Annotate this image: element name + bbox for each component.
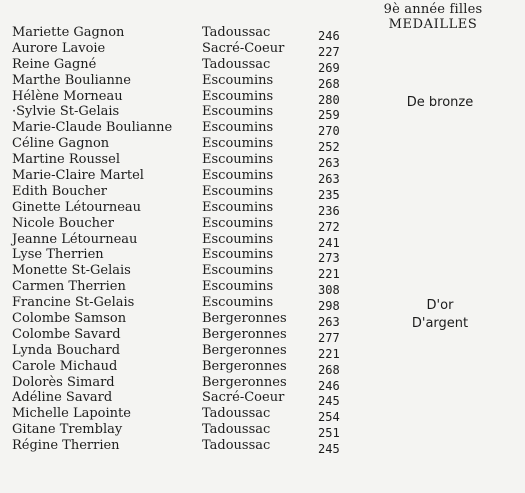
competitor-name: Colombe Samson	[12, 311, 127, 327]
competitor-name: Céline Gagnon	[12, 136, 110, 152]
competitor-name: Colombe Savard	[12, 326, 121, 342]
competitor-score: 268	[318, 76, 340, 91]
competitor-name: Jeanne Létourneau	[12, 231, 138, 247]
medals-heading: MEDAILLES	[388, 17, 478, 32]
competitor-town: Escoumins	[202, 88, 274, 104]
competitor-name: Reine Gagné	[12, 56, 97, 72]
competitor-town: Escoumins	[202, 247, 274, 263]
list-item	[0, 152, 360, 171]
list-item	[0, 422, 360, 441]
list-item	[0, 263, 360, 282]
list-item	[0, 311, 360, 330]
competitor-town: Bergeronnes	[202, 374, 287, 390]
list-item	[0, 343, 360, 359]
competitor-name: Dolorès Simard	[12, 374, 115, 390]
competitor-name: Francine St-Gelais	[12, 295, 135, 311]
competitor-town: Escoumins	[202, 120, 274, 136]
competitor-name: Régine Therrien	[12, 438, 120, 454]
competitor-town: Escoumins	[202, 279, 274, 295]
competitor-town: Escoumins	[202, 215, 274, 231]
competitor-town: Escoumins	[202, 136, 274, 152]
competitor-name: Aurore Lavoie	[12, 40, 106, 56]
competitor-score: 280	[318, 92, 340, 107]
competitor-score: 227	[318, 44, 340, 59]
list-item	[0, 57, 360, 73]
competitor-score: 246	[318, 29, 340, 43]
list-item	[0, 216, 360, 232]
competitor-town: Tadoussac	[202, 25, 271, 40]
competitor-score: 221	[318, 346, 340, 361]
list-item	[0, 168, 360, 187]
competitor-town: Escoumins	[202, 263, 274, 279]
competitor-score: 263	[318, 172, 340, 187]
competitor-score: 251	[318, 426, 340, 441]
competitor-town: Escoumins	[202, 72, 274, 88]
medal-silver-label: D'argent	[411, 316, 469, 331]
competitor-town: Escoumins	[202, 152, 274, 168]
medal-bronze-label: De bronze	[406, 95, 474, 110]
competitor-score: 235	[318, 187, 340, 202]
competitor-name: Marthe Boulianne	[12, 72, 131, 88]
list-item	[0, 438, 360, 457]
competitor-score: 273	[318, 251, 340, 266]
competitor-name: Monette St-Gelais	[12, 263, 131, 279]
list-item	[0, 232, 360, 248]
competitor-score: 268	[318, 362, 340, 377]
competitor-town: Bergeronnes	[202, 342, 287, 358]
list-item	[0, 279, 360, 298]
competitor-town: Tadoussac	[202, 422, 271, 438]
competitor-name: Edith Boucher	[12, 183, 108, 199]
competitor-town: Escoumins	[202, 295, 274, 311]
competitor-town: Bergeronnes	[202, 326, 287, 342]
competitor-score: 277	[318, 330, 340, 345]
list-item	[0, 25, 360, 41]
competitor-score: 259	[318, 108, 340, 123]
competitor-score: 308	[318, 283, 340, 298]
grade-label: 9è année filles	[383, 2, 483, 17]
competitor-score: 263	[318, 156, 340, 171]
list-item	[0, 359, 360, 375]
competitor-town: Sacré-Coeur	[202, 390, 285, 406]
competitor-name: Marie-Claude Boulianne	[12, 120, 173, 136]
list-item	[0, 104, 360, 123]
competitor-name: Carmen Therrien	[12, 279, 126, 295]
competitor-score: 252	[318, 140, 340, 155]
competitor-town: Escoumins	[202, 199, 274, 215]
competitor-score: 270	[318, 124, 340, 139]
competitor-score: 254	[318, 410, 340, 425]
competitor-town: Escoumins	[202, 104, 274, 120]
competitor-score: 241	[318, 235, 340, 250]
competitor-score: 269	[318, 60, 340, 75]
competitor-town: Tadoussac	[202, 438, 271, 454]
competitor-name: Martine Roussel	[12, 152, 121, 168]
list-item	[0, 375, 360, 391]
competitor-score: 246	[318, 378, 340, 393]
results-list	[0, 25, 360, 457]
list-item	[0, 184, 360, 200]
competitor-town: Sacré-Coeur	[202, 40, 285, 56]
list-item	[0, 41, 360, 57]
list-item	[0, 295, 360, 314]
list-item	[0, 73, 360, 89]
competitor-town: Bergeronnes	[202, 358, 287, 374]
list-item	[0, 406, 360, 425]
list-item	[0, 327, 360, 343]
competitor-town: Bergeronnes	[202, 311, 287, 327]
competitor-town: Tadoussac	[202, 56, 271, 72]
list-item	[0, 89, 360, 105]
competitor-score: 272	[318, 219, 340, 234]
competitor-score: 298	[318, 299, 340, 314]
list-item	[0, 200, 360, 216]
competitor-score: 236	[318, 203, 340, 218]
competitor-score: 263	[318, 315, 340, 330]
competitor-score: 245	[318, 442, 340, 457]
competitor-town: Escoumins	[202, 183, 274, 199]
list-item	[0, 390, 360, 409]
list-item	[0, 136, 360, 155]
competitor-name: Carole Michaud	[12, 358, 118, 374]
medal-gold-label: D'or	[426, 298, 454, 313]
competitor-town: Escoumins	[202, 231, 274, 247]
competitor-name: Gitane Tremblay	[12, 422, 123, 438]
competitor-name: Ginette Létourneau	[12, 199, 142, 215]
competitor-score: 221	[318, 267, 340, 282]
competitor-name: Lynda Bouchard	[12, 342, 121, 358]
competitor-name: Michelle Lapointe	[12, 406, 131, 422]
competitor-town: Escoumins	[202, 168, 274, 184]
competitor-town: Tadoussac	[202, 406, 271, 422]
competitor-name: ·Sylvie St-Gelais	[12, 104, 120, 120]
competitor-name: Adéline Savard	[12, 390, 113, 406]
competitor-score: 245	[318, 394, 340, 409]
results-header	[358, 2, 508, 32]
list-item	[0, 120, 360, 139]
competitor-name: Hélène Morneau	[12, 88, 123, 104]
list-item	[0, 247, 360, 266]
competitor-name: Nicole Boucher	[12, 215, 114, 231]
competitor-name: Mariette Gagnon	[12, 25, 125, 40]
competitor-name: Marie-Claire Martel	[12, 168, 144, 184]
competitor-name: Lyse Therrien	[12, 247, 104, 263]
